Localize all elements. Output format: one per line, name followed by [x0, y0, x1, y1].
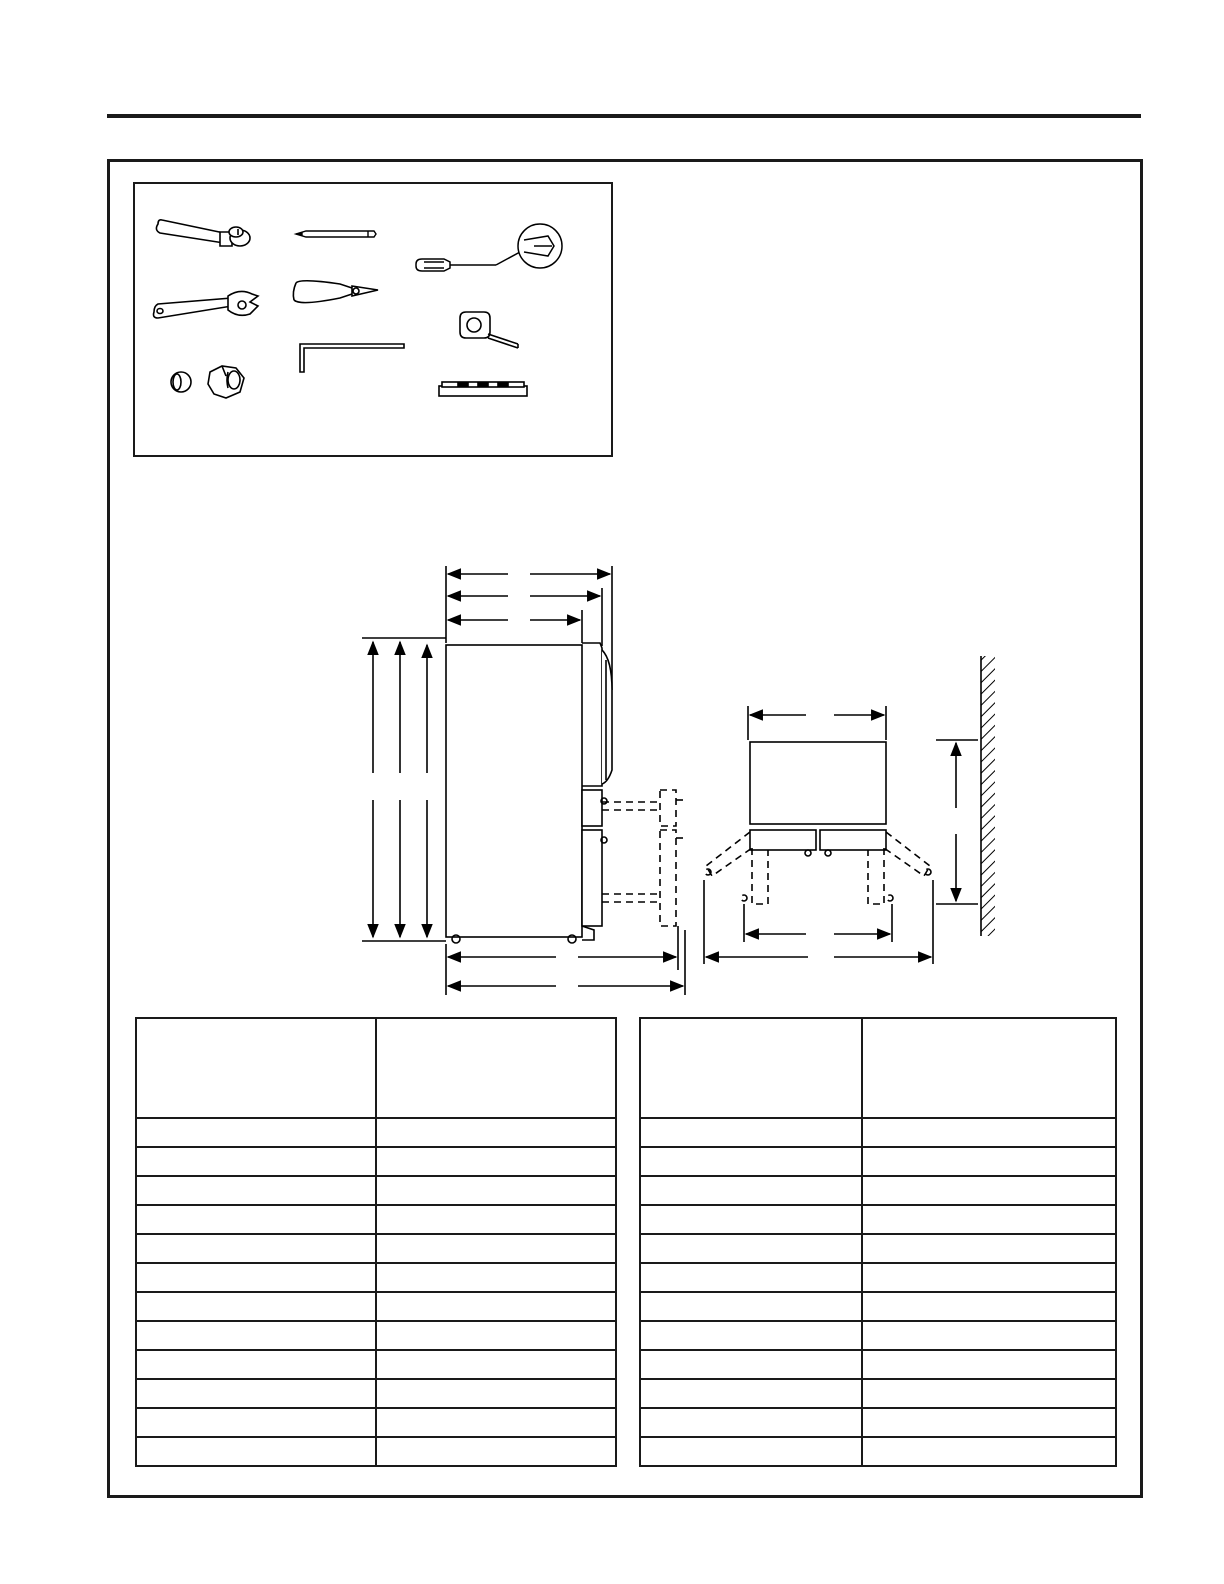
left-table-cell [136, 1263, 376, 1292]
right-table-cell [640, 1437, 862, 1466]
left-table-cell [136, 1350, 376, 1379]
right-table-cell [640, 1205, 862, 1234]
left-table-cell [376, 1118, 616, 1147]
right-table-row [640, 1292, 1116, 1321]
left-table-row [136, 1176, 616, 1205]
left-table-cell [376, 1234, 616, 1263]
left-table-cell [136, 1437, 376, 1466]
right-table-cell [640, 1408, 862, 1437]
left-table-cell [376, 1379, 616, 1408]
right-table-cell [640, 1321, 862, 1350]
left-table-cell [136, 1147, 376, 1176]
left-table-row [136, 1350, 616, 1379]
right-table-cell [862, 1234, 1116, 1263]
right-table-row [640, 1321, 1116, 1350]
left-table-row [136, 1147, 616, 1176]
left-table-cell [136, 1234, 376, 1263]
left-table-cell [136, 1176, 376, 1205]
adjustable-wrench-icon [154, 291, 259, 318]
pencil-icon [296, 231, 376, 237]
left-table-row [136, 1408, 616, 1437]
left-table-row [136, 1118, 616, 1147]
left-table-cell [136, 1292, 376, 1321]
right-table-row [640, 1263, 1116, 1292]
allen-wrench-icon [300, 344, 404, 372]
left-table-cell [376, 1176, 616, 1205]
right-table-row [640, 1234, 1116, 1263]
left-table-row [136, 1292, 616, 1321]
level-icon [439, 382, 527, 396]
right-table-row [640, 1118, 1116, 1147]
left-table-row [136, 1321, 616, 1350]
left-header-cell [136, 1018, 376, 1118]
right-table-cell [862, 1437, 1116, 1466]
right-table-row [640, 1205, 1116, 1234]
right-table-cell [640, 1234, 862, 1263]
right-table-row [640, 1176, 1116, 1205]
right-header-cell [640, 1018, 862, 1118]
right-table-cell [862, 1176, 1116, 1205]
right-table-row [640, 1379, 1116, 1408]
left-dimensions-table [135, 1017, 617, 1467]
phillips-screwdriver-icon [416, 224, 562, 271]
compression-sleeve-icon [171, 372, 191, 392]
left-table-cell [376, 1292, 616, 1321]
left-table-row [136, 1437, 616, 1466]
right-table-cell [640, 1118, 862, 1147]
left-table-cell [376, 1263, 616, 1292]
right-header-cell [862, 1018, 1116, 1118]
left-table-cell [136, 1321, 376, 1350]
left-table-cell [376, 1147, 616, 1176]
compression-nut-icon [208, 366, 244, 398]
right-table-cell [862, 1118, 1116, 1147]
right-table-row [640, 1147, 1116, 1176]
right-table-row [640, 1437, 1116, 1466]
pliers-icon [293, 281, 378, 303]
right-table-cell [640, 1147, 862, 1176]
right-table-row [640, 1408, 1116, 1437]
left-header-row [136, 1018, 616, 1118]
right-table-cell [640, 1379, 862, 1408]
right-table-cell [862, 1408, 1116, 1437]
left-table-cell [376, 1437, 616, 1466]
left-table-cell [376, 1321, 616, 1350]
left-table-row [136, 1234, 616, 1263]
right-table-cell [862, 1147, 1116, 1176]
right-table-row [640, 1350, 1116, 1379]
left-table-cell [136, 1408, 376, 1437]
right-table-cell [640, 1176, 862, 1205]
right-table-cell [640, 1350, 862, 1379]
right-table-cell [862, 1350, 1116, 1379]
tape-measure-icon [460, 312, 518, 348]
right-table-cell [862, 1379, 1116, 1408]
left-table-cell [376, 1350, 616, 1379]
socket-wrench-icon [156, 220, 250, 246]
right-header-row [640, 1018, 1116, 1118]
right-dimensions-table [639, 1017, 1117, 1467]
right-table-cell [862, 1205, 1116, 1234]
right-table-cell [862, 1292, 1116, 1321]
left-header-cell [376, 1018, 616, 1118]
left-table-cell [136, 1379, 376, 1408]
right-table-cell [640, 1263, 862, 1292]
left-table-cell [136, 1205, 376, 1234]
left-table-row [136, 1205, 616, 1234]
left-table-cell [376, 1205, 616, 1234]
right-table-cell [640, 1292, 862, 1321]
refrigerator-side-view-diagram [362, 566, 685, 995]
right-table-cell [862, 1263, 1116, 1292]
refrigerator-top-view-diagram [704, 656, 995, 964]
right-table-cell [862, 1321, 1116, 1350]
left-table-row [136, 1379, 616, 1408]
left-table-row [136, 1263, 616, 1292]
left-table-cell [376, 1408, 616, 1437]
left-table-cell [136, 1118, 376, 1147]
